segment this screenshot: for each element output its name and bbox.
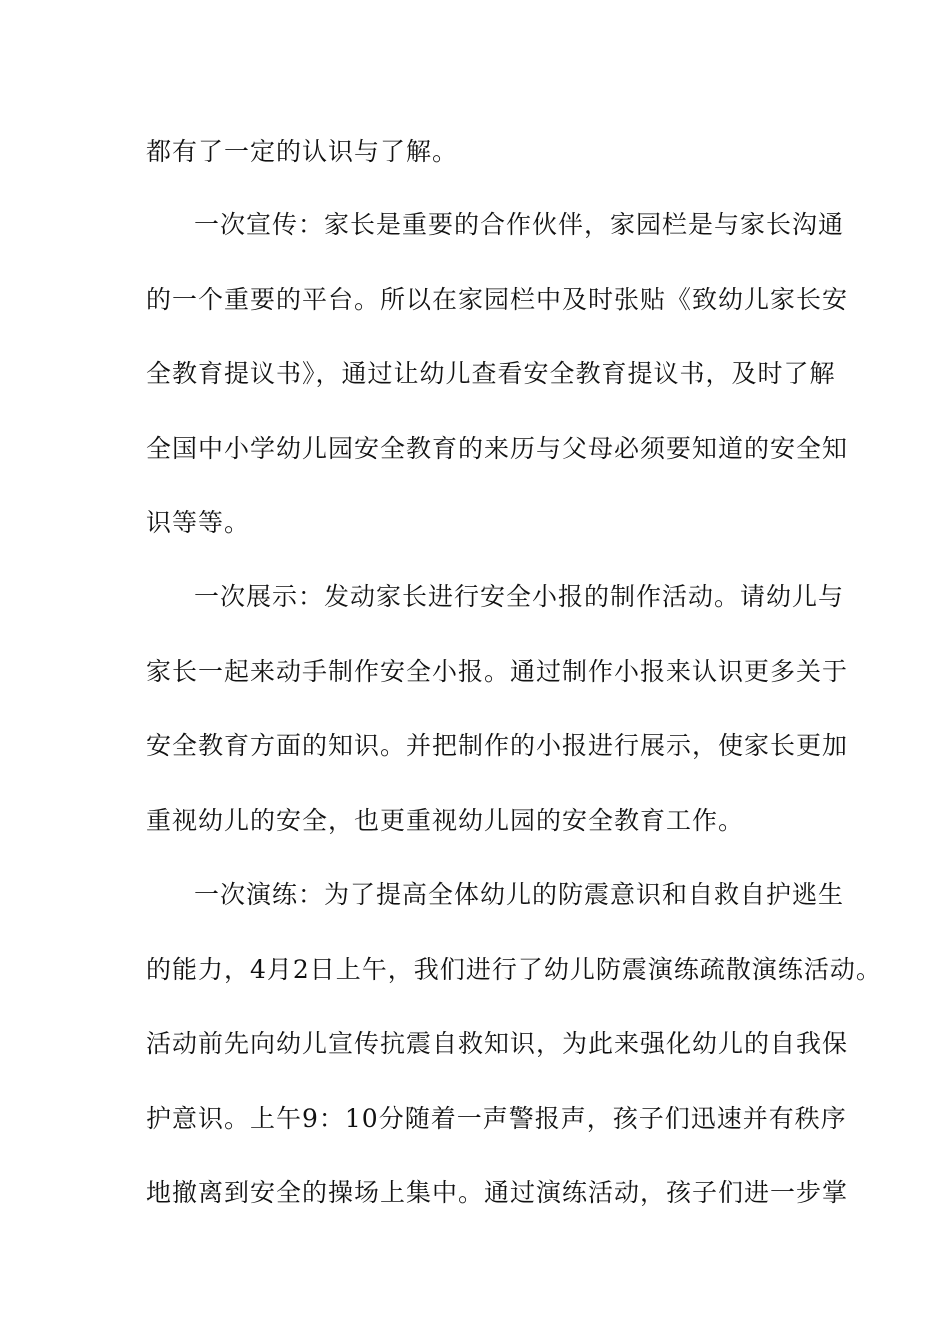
text-line: 护意识。上午9：10分随着一声警报声，孩子们迅速并有秩序 bbox=[146, 1104, 847, 1133]
text-line: 家长一起来动手制作安全小报。通过制作小报来认识更多关于 bbox=[146, 657, 849, 686]
text-line: 的一个重要的平台。所以在家园栏中及时张贴《致幼儿家长安 bbox=[146, 285, 849, 314]
text-line: 地撤离到安全的操场上集中。通过演练活动，孩子们进一步掌 bbox=[146, 1178, 849, 1207]
text-line: 的能力，4月2日上午，我们进行了幼儿防震演练疏散演练活动。 bbox=[146, 955, 882, 984]
paragraph-first-line: 一次展示：发动家长进行安全小报的制作活动。请幼儿与 bbox=[194, 582, 845, 611]
text-line: 重视幼儿的安全，也更重视幼儿园的安全教育工作。 bbox=[146, 806, 745, 835]
text-line: 都有了一定的认识与了解。 bbox=[146, 137, 459, 166]
text-line: 活动前先向幼儿宣传抗震自救知识，为此来强化幼儿的自我保 bbox=[146, 1029, 849, 1058]
text-line: 识等等。 bbox=[146, 508, 251, 537]
paragraph-first-line: 一次演练：为了提高全体幼儿的防震意识和自救自护逃生 bbox=[194, 880, 845, 909]
paragraph-first-line: 一次宣传：家长是重要的合作伙伴，家园栏是与家长沟通 bbox=[194, 210, 845, 239]
text-line: 全教育提议书》，通过让幼儿查看安全教育提议书，及时了解 bbox=[146, 359, 836, 388]
text-line: 全国中小学幼儿园安全教育的来历与父母必须要知道的安全知 bbox=[146, 434, 849, 463]
text-line: 安全教育方面的知识。并把制作的小报进行展示，使家长更加 bbox=[146, 731, 849, 760]
